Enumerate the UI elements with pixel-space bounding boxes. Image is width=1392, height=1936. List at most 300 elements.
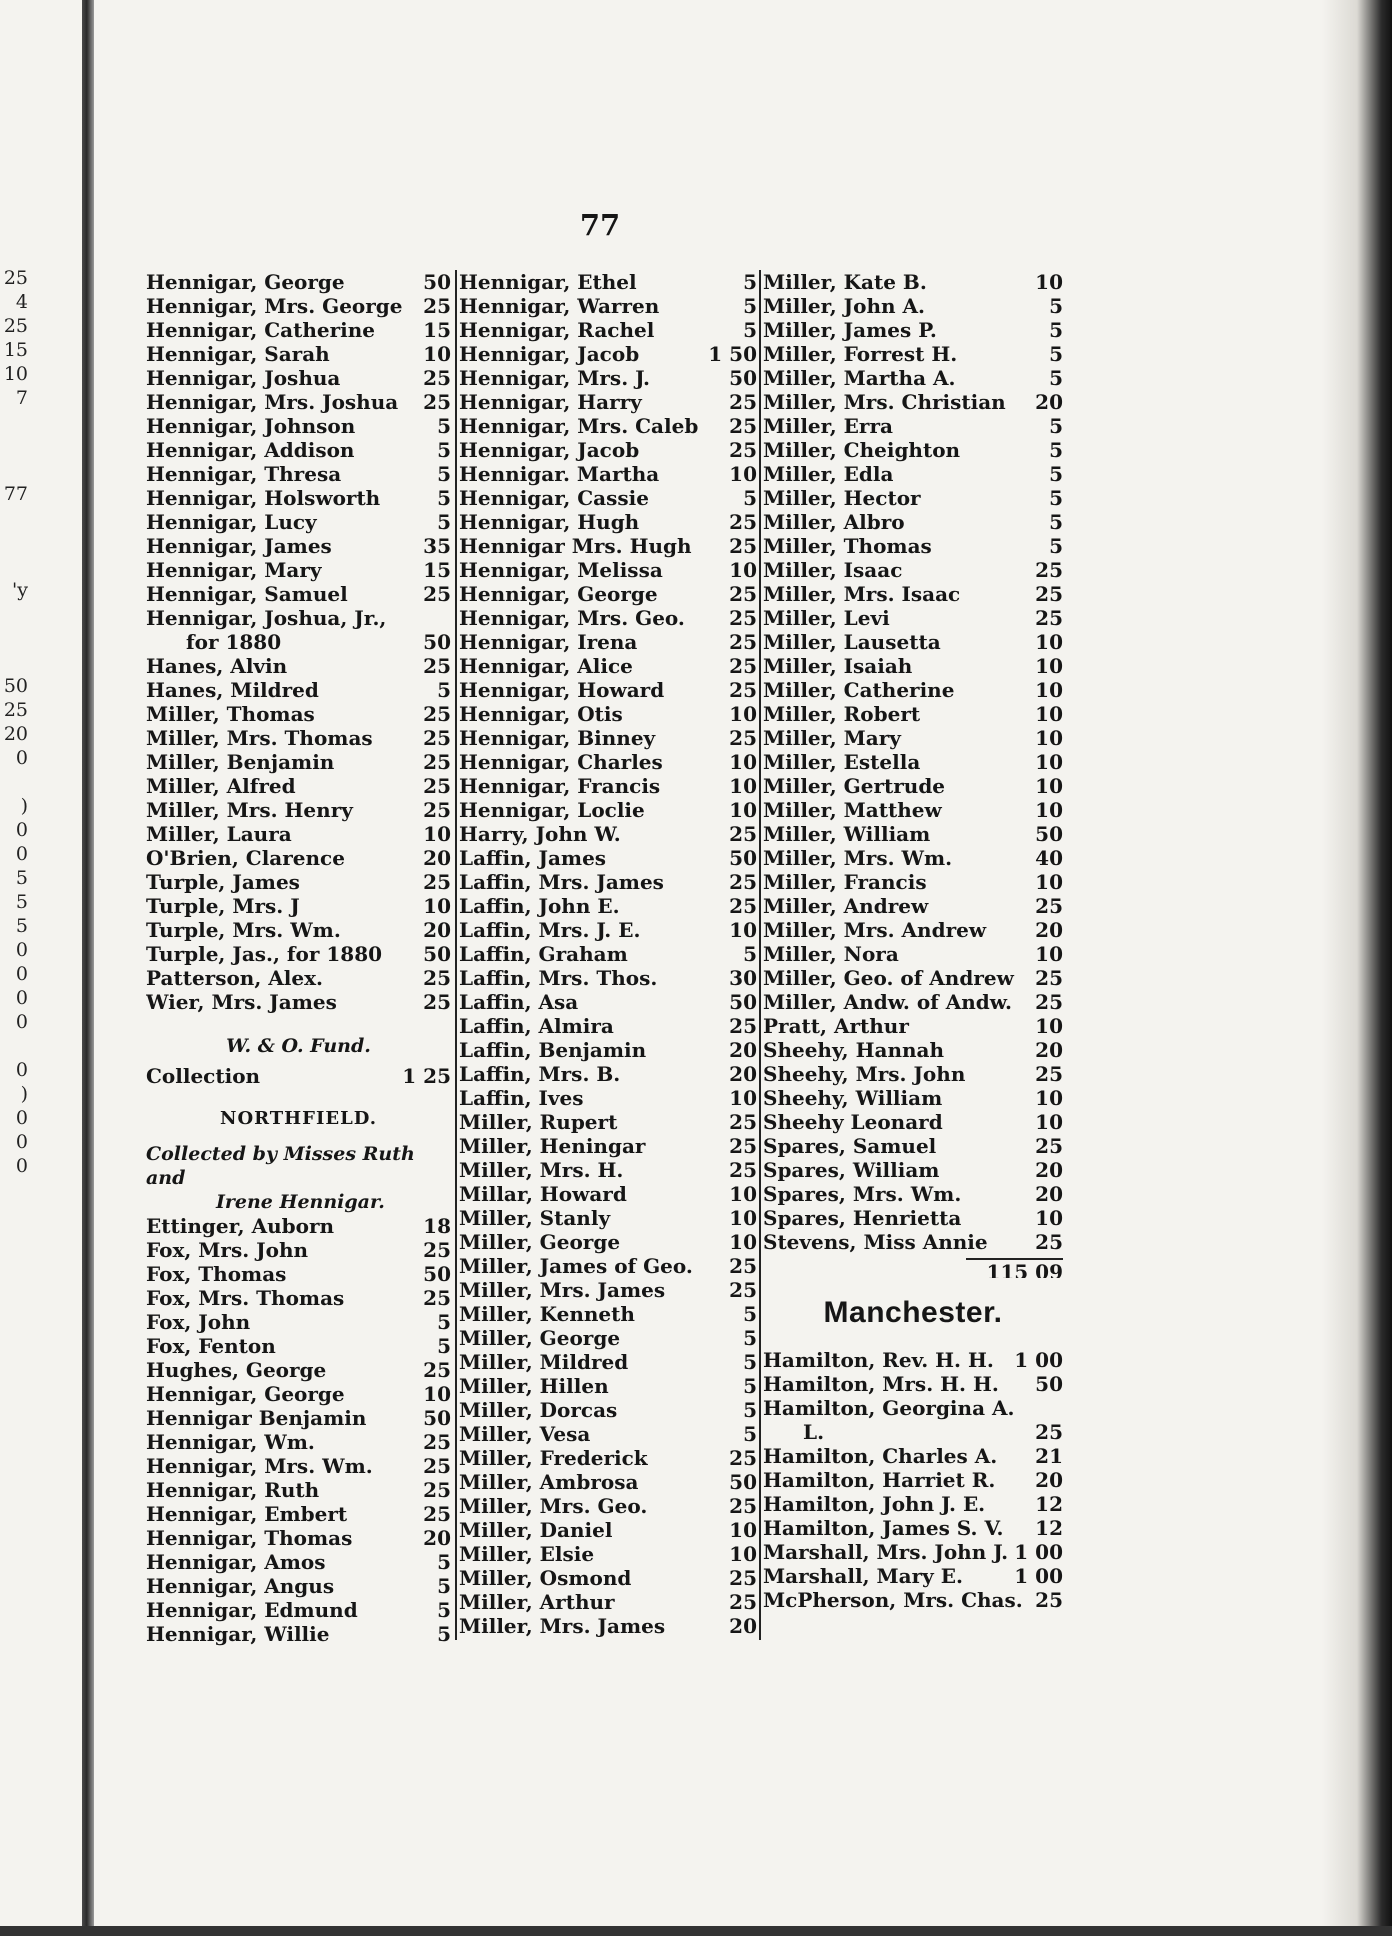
entry-row <box>763 726 1063 750</box>
entry-name: Miller, Stanly <box>459 1206 611 1230</box>
entry-row <box>763 1372 1063 1396</box>
entry-name: Miller, Mrs. Wm. <box>763 846 953 870</box>
entry-amount: 10 <box>729 1182 757 1206</box>
entry-amount: 5 <box>743 1302 757 1326</box>
entry-name: Miller, Alfred <box>146 774 296 798</box>
entry-name: Miller, Mildred <box>459 1350 629 1374</box>
entry-row <box>146 342 451 366</box>
entry-amount: 25 <box>729 1566 757 1590</box>
entry-name: Hennigar, James <box>146 534 332 558</box>
entry-name: Hennigar, Binney <box>459 726 656 750</box>
entry-amount: 50 <box>423 630 451 654</box>
entry-amount: 25 <box>423 1430 451 1454</box>
entry-name: Hennigar, Amos <box>146 1550 326 1574</box>
entry-amount: 50 <box>729 846 757 870</box>
entry-amount: 5 <box>437 1550 451 1574</box>
entry-name: Hennigar, Holsworth <box>146 486 381 510</box>
entry-row <box>459 414 757 438</box>
entry-row <box>459 294 757 318</box>
entry-amount: 50 <box>1035 822 1063 846</box>
margin-number: 0 <box>15 987 28 1009</box>
entry-row <box>459 798 757 822</box>
entry-name: Hennigar, George <box>146 270 345 294</box>
entry-row <box>459 1134 757 1158</box>
entry-amount: 10 <box>729 918 757 942</box>
entry-row <box>459 1182 757 1206</box>
margin-number: 5 <box>15 891 28 913</box>
collector-line-2: Irene Hennigar. <box>216 1191 385 1213</box>
entry-name: Miller, Forrest H. <box>763 342 958 366</box>
entry-name: Miller, Francis <box>763 870 927 894</box>
entry-name: Patterson, Alex. <box>146 966 323 990</box>
entry-name: Miller, Isaiah <box>763 654 913 678</box>
margin-number <box>0 506 28 530</box>
entry-row <box>146 294 451 318</box>
entry-name: Miller, Cheighton <box>763 438 961 462</box>
margin-number: 4 <box>15 291 28 313</box>
entry-row <box>459 774 757 798</box>
margin-number <box>0 458 28 482</box>
entry-amount: 20 <box>729 1038 757 1062</box>
collector-note <box>146 1142 451 1214</box>
entry-amount: 25 <box>729 870 757 894</box>
entry-amount: 5 <box>1049 534 1063 558</box>
entry-row <box>459 606 757 630</box>
entry-row <box>763 462 1063 486</box>
entry-name: Hennigar, Warren <box>459 294 660 318</box>
entry-row <box>763 1038 1063 1062</box>
entry-amount <box>421 606 451 630</box>
entry-amount: 5 <box>1049 318 1063 342</box>
entry-amount: 10 <box>729 558 757 582</box>
entry-amount: 25 <box>729 606 757 630</box>
margin-number: 0 <box>15 843 28 865</box>
margin-number: 77 <box>3 483 28 505</box>
entry-name: Hennigar, Joshua, Jr., <box>146 606 387 630</box>
entry-amount: 10 <box>1035 798 1063 822</box>
entry-amount: 12 <box>1035 1516 1063 1540</box>
entry-amount: 25 <box>1035 894 1063 918</box>
entry-amount: 50 <box>423 942 451 966</box>
total-amount: 115 09 <box>966 1258 1063 1278</box>
entry-name: Hennigar, Angus <box>146 1574 335 1598</box>
entry-name: Ettinger, Auborn <box>146 1214 335 1238</box>
entry-amount: 25 <box>423 1478 451 1502</box>
entry-name: Hennigar, Rachel <box>459 318 655 342</box>
margin-number: 25 <box>3 315 28 337</box>
entry-row <box>459 1470 757 1494</box>
entry-name: Miller, Frederick <box>459 1446 648 1470</box>
entry-row <box>763 510 1063 534</box>
entry-amount: 21 <box>1035 1444 1063 1468</box>
entry-name: Miller, Elsie <box>459 1542 595 1566</box>
entry-amount: 5 <box>743 1374 757 1398</box>
entry-amount: 10 <box>1035 1086 1063 1110</box>
entry-amount: 25 <box>729 534 757 558</box>
entry-amount: 25 <box>423 966 451 990</box>
entry-row <box>146 966 451 990</box>
entry-amount: 25 <box>1035 558 1063 582</box>
entry-row <box>763 918 1063 942</box>
margin-number <box>0 434 28 458</box>
entry-row <box>146 270 451 294</box>
entry-amount: 10 <box>1035 726 1063 750</box>
entry-row <box>459 630 757 654</box>
entry-amount: 5 <box>437 678 451 702</box>
entry-amount: 5 <box>743 1350 757 1374</box>
entry-row <box>763 1492 1063 1516</box>
entry-amount: 5 <box>437 1622 451 1646</box>
entry-amount: 25 <box>1035 990 1063 1014</box>
entry-row <box>763 582 1063 606</box>
entry-amount: 25 <box>423 750 451 774</box>
entry-row <box>459 438 757 462</box>
entry-row <box>763 1110 1063 1134</box>
entry-amount: 25 <box>423 1502 451 1526</box>
entry-amount: 5 <box>1049 486 1063 510</box>
collector-line-1: Collected by Misses Ruth and <box>146 1143 415 1189</box>
entry-row <box>459 822 757 846</box>
entry-name: Miller, Osmond <box>459 1566 632 1590</box>
entry-row <box>459 1566 757 1590</box>
entry-row <box>459 726 757 750</box>
entry-row <box>763 846 1063 870</box>
entry-amount: 5 <box>437 486 451 510</box>
entry-name: Miller, Benjamin <box>146 750 335 774</box>
entry-amount: 12 <box>1035 1492 1063 1516</box>
entry-row <box>146 1358 451 1382</box>
entry-amount: 10 <box>729 774 757 798</box>
entry-name: for 1880 <box>186 630 282 654</box>
entry-amount: 25 <box>729 894 757 918</box>
entry-row <box>763 1588 1063 1612</box>
entry-row <box>459 870 757 894</box>
entry-row <box>763 294 1063 318</box>
margin-number: 0 <box>15 963 28 985</box>
entry-name: Hanes, Mildred <box>146 678 319 702</box>
entry-row <box>459 942 757 966</box>
entry-name: Millar, Howard <box>459 1182 627 1206</box>
entry-row <box>763 678 1063 702</box>
entry-amount: 20 <box>1035 1468 1063 1492</box>
entry-amount: 20 <box>1035 1038 1063 1062</box>
entry-name: Sheehy, William <box>763 1086 943 1110</box>
entry-row <box>763 990 1063 1014</box>
entry-name: Fox, Mrs. John <box>146 1238 309 1262</box>
margin-number <box>0 410 28 434</box>
entry-name: Hennigar, Addison <box>146 438 355 462</box>
entry-row <box>459 342 757 366</box>
entry-amount: 5 <box>1049 342 1063 366</box>
entry-name: Miller, Dorcas <box>459 1398 618 1422</box>
entry-row <box>146 510 451 534</box>
entry-amount: 1 00 <box>1014 1564 1063 1588</box>
entry-row <box>763 822 1063 846</box>
entry-name: Hennigar, Thresa <box>146 462 342 486</box>
entry-row <box>146 558 451 582</box>
entry-name: Miller, Andw. of Andw. <box>763 990 1012 1014</box>
entry-amount: 10 <box>1035 1206 1063 1230</box>
entry-row <box>459 702 757 726</box>
entry-name: Hennigar, Wm. <box>146 1430 315 1454</box>
entry-name: Hennigar, Mrs. Caleb <box>459 414 699 438</box>
entry-name: Miller, Laura <box>146 822 292 846</box>
entry-row <box>763 942 1063 966</box>
entry-name: Hennigar, Embert <box>146 1502 348 1526</box>
entry-amount: 35 <box>423 534 451 558</box>
entry-amount: 5 <box>1049 414 1063 438</box>
entry-name: Hennigar, Howard <box>459 678 665 702</box>
entry-amount: 25 <box>729 414 757 438</box>
entry-row <box>146 1574 451 1598</box>
entry-row <box>459 846 757 870</box>
entry-amount: 10 <box>729 702 757 726</box>
entry-amount: 10 <box>729 1518 757 1542</box>
entry-amount: 5 <box>743 1422 757 1446</box>
entry-row <box>146 1382 451 1406</box>
entry-name: Turple, Mrs. Wm. <box>146 918 341 942</box>
entry-row <box>763 366 1063 390</box>
entry-amount: 10 <box>729 750 757 774</box>
entry-amount: 50 <box>729 366 757 390</box>
entry-amount: 20 <box>423 1526 451 1550</box>
entry-amount: 10 <box>423 894 451 918</box>
entry-name: Miller, Mrs. James <box>459 1614 666 1638</box>
entry-amount: 10 <box>1035 750 1063 774</box>
entry-row <box>763 558 1063 582</box>
entry-name: Hennigar, Mrs. Geo. <box>459 606 685 630</box>
margin-number: 0 <box>15 1011 28 1033</box>
entry-amount: 50 <box>423 270 451 294</box>
entry-amount: 5 <box>437 1310 451 1334</box>
entry-row <box>459 1038 757 1062</box>
entry-row <box>146 1478 451 1502</box>
entry-amount: 25 <box>1035 606 1063 630</box>
entry-name: Hennigar, Lucy <box>146 510 317 534</box>
entry-name: Miller, Mrs. Thomas <box>146 726 373 750</box>
entry-name: Hamilton, John J. E. <box>763 1492 986 1516</box>
entry-row <box>459 1302 757 1326</box>
entry-name: Laffin, John E. <box>459 894 620 918</box>
entry-name: Hennigar, Thomas <box>146 1526 353 1550</box>
entry-row <box>763 1182 1063 1206</box>
entry-row <box>763 1516 1063 1540</box>
entry-amount: 15 <box>423 318 451 342</box>
entry-row <box>146 438 451 462</box>
entry-row <box>763 1564 1063 1588</box>
entry-name: Laffin, Almira <box>459 1014 614 1038</box>
entry-name: Sheehy, Mrs. John <box>763 1062 966 1086</box>
entry-row <box>146 366 451 390</box>
entry-name: Miller, Catherine <box>763 678 955 702</box>
entry-row <box>459 1518 757 1542</box>
entry-amount <box>1033 1396 1063 1420</box>
entry-amount: 10 <box>1035 678 1063 702</box>
entry-name: Miller, Hector <box>763 486 921 510</box>
entry-name: Hennigar, Charles <box>459 750 663 774</box>
entry-row <box>763 1158 1063 1182</box>
entry-name: Turple, James <box>146 870 300 894</box>
entry-amount: 25 <box>729 1254 757 1278</box>
entry-row <box>146 678 451 702</box>
entry-amount: 1 00 <box>1014 1540 1063 1564</box>
entry-row <box>459 1086 757 1110</box>
entry-row <box>146 1262 451 1286</box>
entry-amount: 25 <box>423 774 451 798</box>
entry-amount: 50 <box>423 1406 451 1430</box>
entry-amount: 1 25 <box>402 1064 451 1088</box>
entry-name: Turple, Mrs. J <box>146 894 300 918</box>
entry-amount: 18 <box>423 1214 451 1238</box>
entry-name: Miller, Mrs. Christian <box>763 390 1006 414</box>
entry-amount: 25 <box>729 1278 757 1302</box>
entry-row <box>763 1540 1063 1564</box>
entry-amount: 5 <box>1049 366 1063 390</box>
entry-name: Miller, Levi <box>763 606 890 630</box>
entry-amount: 20 <box>1035 918 1063 942</box>
entry-name: Hamilton, Georgina A. <box>763 1396 1015 1420</box>
entry-name: Hennigar, Alice <box>459 654 633 678</box>
entry-name: Miller, Albro <box>763 510 905 534</box>
entry-name: Hennigar, Johnson <box>146 414 356 438</box>
entry-amount: 5 <box>437 1574 451 1598</box>
entry-row <box>459 318 757 342</box>
entry-name: Miller, Mrs. Geo. <box>459 1494 648 1518</box>
margin-numbers <box>0 266 28 1178</box>
entry-amount: 25 <box>423 798 451 822</box>
entry-amount: 25 <box>729 726 757 750</box>
entry-amount: 25 <box>1035 1230 1063 1254</box>
entry-amount: 20 <box>1035 1158 1063 1182</box>
margin-number <box>0 770 28 794</box>
entry-name: Miller, Mary <box>763 726 901 750</box>
entry-amount: 10 <box>1035 654 1063 678</box>
entry-row <box>146 1238 451 1262</box>
entry-name: Hennigar, Ruth <box>146 1478 320 1502</box>
entry-amount: 20 <box>1035 390 1063 414</box>
entry-amount: 25 <box>729 1158 757 1182</box>
entry-row <box>459 1614 757 1638</box>
entry-amount: 5 <box>1049 510 1063 534</box>
entry-name: Sheehy, Hannah <box>763 1038 945 1062</box>
entry-amount: 25 <box>1035 1588 1063 1612</box>
entry-name: Stevens, Miss Annie <box>763 1230 988 1254</box>
entry-row <box>459 486 757 510</box>
margin-number: ) <box>20 795 28 817</box>
margin-number: 0 <box>15 1107 28 1129</box>
entry-amount: 5 <box>1049 462 1063 486</box>
entry-name: Hennigar, Catherine <box>146 318 376 342</box>
entry-row <box>146 1310 451 1334</box>
entry-row <box>146 534 451 558</box>
section-heading-manchester: Manchester. <box>823 1296 1003 1329</box>
entry-name: Laffin, Benjamin <box>459 1038 647 1062</box>
margin-number: 20 <box>3 723 28 745</box>
entry-name: Miller, John A. <box>763 294 925 318</box>
entry-name: Harry, John W. <box>459 822 621 846</box>
entry-row <box>763 1086 1063 1110</box>
entry-name: Spares, William <box>763 1158 940 1182</box>
entry-name: Spares, Samuel <box>763 1134 937 1158</box>
entry-row <box>763 750 1063 774</box>
entry-row <box>459 1254 757 1278</box>
entry-name: Miller, Mrs. Isaac <box>763 582 961 606</box>
entry-row <box>146 630 451 654</box>
entry-amount: 25 <box>729 438 757 462</box>
entry-row <box>146 990 451 1014</box>
entry-name: Hennigar. Martha <box>459 462 660 486</box>
entry-amount: 10 <box>1035 1110 1063 1134</box>
entry-amount: 25 <box>423 582 451 606</box>
entry-amount: 25 <box>1035 1134 1063 1158</box>
margin-number <box>0 650 28 674</box>
entry-name: Hennigar Benjamin <box>146 1406 367 1430</box>
entry-amount: 20 <box>423 918 451 942</box>
margin-number: 25 <box>3 699 28 721</box>
entry-name: Hennigar, Melissa <box>459 558 663 582</box>
entry-name: Miller, Gertrude <box>763 774 946 798</box>
entry-row <box>763 798 1063 822</box>
entry-amount: 25 <box>729 1590 757 1614</box>
entry-name: Hennigar, Mrs. George <box>146 294 403 318</box>
entry-row <box>459 1230 757 1254</box>
entry-amount: 50 <box>729 1470 757 1494</box>
entry-row <box>146 774 451 798</box>
column-3 <box>759 270 1063 1640</box>
entry-amount: 5 <box>437 1598 451 1622</box>
entry-name: Miller, Robert <box>763 702 921 726</box>
margin-number: 15 <box>3 339 28 361</box>
entry-name: McPherson, Mrs. Chas. <box>763 1588 1023 1612</box>
entry-amount: 25 <box>729 1134 757 1158</box>
page-binding-edge <box>82 0 94 1936</box>
entry-amount: 25 <box>423 870 451 894</box>
entry-name: Hennigar, George <box>459 582 658 606</box>
entry-amount: 5 <box>437 414 451 438</box>
entry-name: Fox, Fenton <box>146 1334 276 1358</box>
entry-name: Miller, Geo. of Andrew <box>763 966 1014 990</box>
entry-amount: 40 <box>1035 846 1063 870</box>
entry-row <box>459 918 757 942</box>
margin-number: 0 <box>15 1155 28 1177</box>
entry-name: Pratt, Arthur <box>763 1014 909 1038</box>
entry-amount: 1 00 <box>1014 1348 1063 1372</box>
entry-name: Spares, Henrietta <box>763 1206 962 1230</box>
entry-name: Miller, Andrew <box>763 894 929 918</box>
entry-amount: 10 <box>1035 702 1063 726</box>
entry-row <box>459 366 757 390</box>
entry-row <box>146 1622 451 1646</box>
entry-name: Hamilton, Mrs. H. H. <box>763 1372 999 1396</box>
entry-name: Hennigar, Otis <box>459 702 623 726</box>
entry-name: Laffin, James <box>459 846 607 870</box>
entry-row <box>459 534 757 558</box>
entry-row <box>763 870 1063 894</box>
entry-amount: 5 <box>743 318 757 342</box>
entry-amount: 25 <box>423 726 451 750</box>
entry-name: Hennigar, Cassie <box>459 486 649 510</box>
page-number: 77 <box>579 208 621 242</box>
entry-row <box>146 726 451 750</box>
entry-list <box>763 270 1063 1254</box>
entry-row <box>146 582 451 606</box>
entry-row <box>763 390 1063 414</box>
entry-row <box>763 1348 1063 1372</box>
entry-name: Laffin, Mrs. James <box>459 870 664 894</box>
entry-row <box>459 1062 757 1086</box>
entry-name: Spares, Mrs. Wm. <box>763 1182 962 1206</box>
entry-amount: 25 <box>423 1286 451 1310</box>
